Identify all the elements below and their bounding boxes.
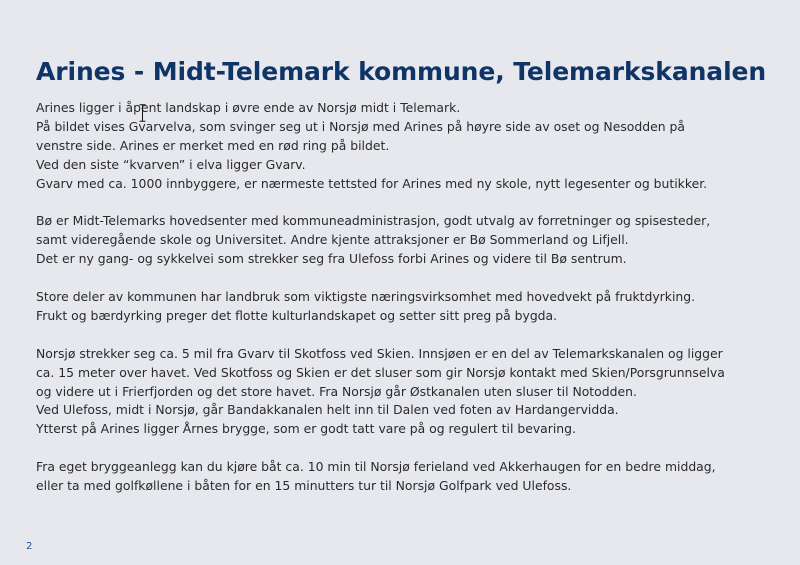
paragraph-1 bbox=[36, 99, 776, 194]
text-line: Ved den siste “kvarven” i elva ligger Gvarv. bbox=[36, 156, 306, 172]
text-line: Arines ligger i åpent landskap i øvre ende av Norsjø midt i Telemark. bbox=[36, 100, 461, 115]
text-cursor-icon bbox=[139, 104, 146, 122]
text-line: Store deler av kommunen har landbruk som viktigste næringsvirksomhet med hovedvekt på fruktdyrking. bbox=[36, 289, 696, 305]
page-title: Arines - Midt-Telemark kommune, Telemarkskanalen bbox=[36, 57, 767, 86]
text-line: Ved Ulefoss, midt i Norsjø, går Bandakkanalen helt inn til Dalen ved foten av Hardangervidda. bbox=[36, 402, 619, 418]
text-line: eller ta med golfkøllene i båten for en 15 minutters tur til Norsjø Golfpark ved Ulefoss. bbox=[36, 478, 572, 494]
text-line: Ytterst på Arines ligger Årnes brygge, som er godt tatt vare på og regulert til bevaring. bbox=[36, 421, 576, 437]
body-text bbox=[36, 99, 776, 515]
paragraph-5 bbox=[36, 458, 776, 496]
text-line: venstre side. Arines er merket med en rød ring på bildet. bbox=[36, 137, 390, 153]
text-line: samt videregående skole og Universitet. Andre kjente attraksjoner er Bø Sommerland og Lifjell. bbox=[36, 232, 629, 248]
text-line: Det er ny gang- og sykkelvei som strekker seg fra Ulefoss forbi Arines og videre til Bø sentrum. bbox=[36, 251, 627, 267]
page-number: 2 bbox=[26, 541, 33, 552]
paragraph-3 bbox=[36, 288, 776, 326]
text-line: Gvarv med ca. 1000 innbyggere, er nærmeste tettsted for Arines med ny skole, nytt legesenter og butikker. bbox=[36, 175, 708, 191]
paragraph-2 bbox=[36, 212, 776, 269]
text-line: Fra eget bryggeanlegg kan du kjøre båt ca. 10 min til Norsjø ferieland ved Akkerhaugen for en bedre middag, bbox=[36, 459, 716, 475]
text-line: På bildet vises Gvarvelva, som svinger seg ut i Norsjø med Arines på høyre side av oset og Nesodden på bbox=[36, 118, 685, 134]
text-line: Bø er Midt-Telemarks hovedsenter med kommuneadministrasjon, godt utvalg av forretninger og spisesteder, bbox=[36, 213, 711, 229]
text-line: og videre ut i Frierfjorden og det store havet. Fra Norsjø går Østkanalen uten sluser til Notodden. bbox=[36, 383, 637, 399]
paragraph-4 bbox=[36, 345, 776, 440]
text-line: Frukt og bærdyrking preger det flotte kulturlandskapet og setter sitt preg på bygda. bbox=[36, 307, 558, 323]
text-line: ca. 15 meter over havet. Ved Skotfoss og Skien er det sluser som gir Norsjø kontakt med Skien/Porsgrunnselva bbox=[36, 364, 725, 380]
text-line: Norsjø strekker seg ca. 5 mil fra Gvarv til Skotfoss ved Skien. Innsjøen er en del av Telemarkskanalen og ligger bbox=[36, 345, 723, 361]
